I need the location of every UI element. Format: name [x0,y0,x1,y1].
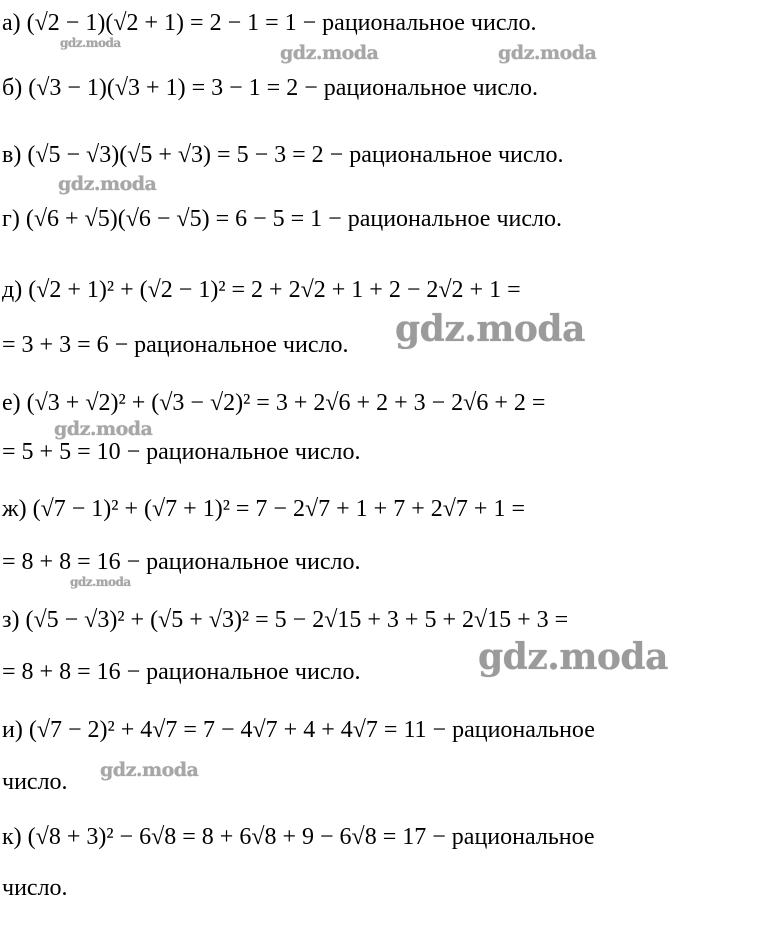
watermark-4: gdz.moda [58,173,157,195]
line-e-2: = 5 + 5 = 10 − рациональное число. [2,439,361,465]
watermark-3: gdz.moda [498,42,597,64]
line-b: б) (√3 − 1)(√3 + 1) = 3 − 1 = 2 − рациональное число. [2,75,539,101]
line-d-1: д) (√2 + 1)² + (√2 − 1)² = 2 + 2√2 + 1 + 2 − 2√2 + 1 = [2,277,521,303]
watermark-7: gdz.moda [70,575,131,589]
watermark-5: gdz.moda [395,308,585,350]
line-d-2: = 3 + 3 = 6 − рациональное число. [2,332,349,358]
line-k-2: число. [2,875,68,901]
line-k-1: к) (√8 + 3)² − 6√8 = 8 + 6√8 + 9 − 6√8 = 17 − рациональное [2,824,595,850]
line-zh-2: = 8 + 8 = 16 − рациональное число. [2,549,361,575]
line-z-2: = 8 + 8 = 16 − рациональное число. [2,659,361,685]
watermark-9: gdz.moda [100,759,199,781]
line-zh-1: ж) (√7 − 1)² + (√7 + 1)² = 7 − 2√7 + 1 + 7 + 2√7 + 1 = [2,496,525,522]
line-v: в) (√5 − √3)(√5 + √3) = 5 − 3 = 2 − рациональное число. [2,142,564,168]
watermark-6: gdz.moda [54,418,153,440]
line-e-1: е) (√3 + √2)² + (√3 − √2)² = 3 + 2√6 + 2 + 3 − 2√6 + 2 = [2,390,546,416]
watermark-1: gdz.moda [60,36,121,50]
line-i-2: число. [2,769,68,795]
watermark-8: gdz.moda [478,636,668,678]
line-i-1: и) (√7 − 2)² + 4√7 = 7 − 4√7 + 4 + 4√7 = 11 − рациональное [2,717,595,743]
watermark-2: gdz.moda [280,42,379,64]
line-z-1: з) (√5 − √3)² + (√5 + √3)² = 5 − 2√15 + 3 + 5 + 2√15 + 3 = [2,607,569,633]
line-a: а) (√2 − 1)(√2 + 1) = 2 − 1 = 1 − рациональное число. [2,10,537,36]
line-g: г) (√6 + √5)(√6 − √5) = 6 − 5 = 1 − рациональное число. [2,206,563,232]
